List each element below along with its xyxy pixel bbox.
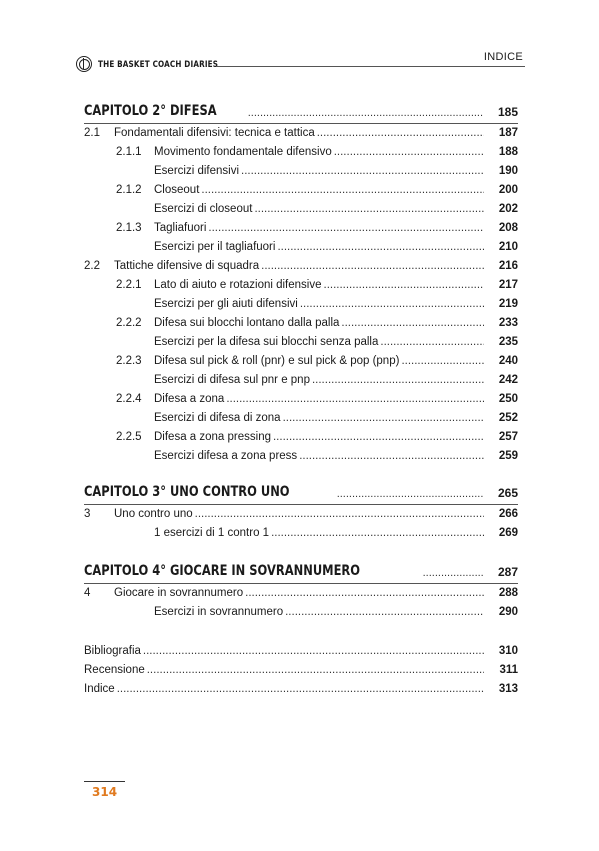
- page-ref: 259: [498, 450, 518, 462]
- page-ref: 242: [498, 374, 518, 386]
- page-ref: 265: [497, 486, 518, 500]
- dot-leader: [423, 563, 484, 579]
- entry-leader: [154, 241, 484, 253]
- entry-title: Esercizi di difesa sul pnr e pnp: [154, 374, 310, 386]
- page-ref: 200: [498, 184, 518, 196]
- dot-leader: [337, 484, 484, 500]
- basketball-logo-icon: [76, 56, 92, 72]
- dot-leader: [312, 374, 484, 386]
- entry-title: Esercizi per gli aiuti difensivi: [154, 298, 298, 310]
- entry-title: Tagliafuori: [154, 222, 207, 234]
- page-ref: 311: [499, 664, 518, 676]
- entry-title: Lato di aiuto e rotazioni difensive: [154, 279, 322, 291]
- toc-entry[interactable]: [84, 144, 518, 162]
- page-ref: 290: [498, 606, 518, 618]
- toc-entry[interactable]: [84, 604, 518, 622]
- page-ref: 190: [498, 165, 518, 177]
- entry-number: 2.1.1: [116, 146, 142, 158]
- entry-title: Esercizi difensivi: [154, 165, 239, 177]
- page-ref: 210: [498, 241, 518, 253]
- dot-leader: [317, 127, 484, 139]
- entry-leader: [154, 279, 484, 291]
- dot-leader: [273, 431, 484, 443]
- entry-number: 2.2.1: [116, 279, 142, 291]
- entry-number: 2.1.2: [116, 184, 142, 196]
- toc-entry[interactable]: [84, 391, 518, 409]
- page-ref: 202: [498, 203, 518, 215]
- chapter-rule: [84, 123, 518, 124]
- entry-number: 2.2.2: [116, 317, 142, 329]
- entry-title: 1 esercizi di 1 contro 1: [154, 527, 270, 539]
- entry-leader: [154, 146, 484, 158]
- entry-leader: [154, 606, 484, 618]
- back-matter-entry[interactable]: [84, 643, 518, 661]
- page-ref: 208: [498, 222, 518, 234]
- toc-entry[interactable]: [84, 220, 518, 238]
- entry-leader: [84, 683, 484, 695]
- toc-entry[interactable]: [84, 353, 518, 371]
- chapter-rule: [84, 583, 518, 584]
- page-ref: 257: [498, 431, 518, 443]
- entry-leader: [154, 393, 484, 405]
- dot-leader: [143, 645, 484, 657]
- page-ref: 287: [497, 565, 518, 579]
- toc-entry[interactable]: [84, 239, 518, 257]
- dot-leader: [334, 146, 484, 158]
- dot-leader: [299, 450, 484, 462]
- toc-entry[interactable]: [84, 410, 518, 428]
- page-header: [76, 50, 525, 74]
- dot-leader: [300, 298, 484, 310]
- brand-title: THE BASKET COACH DIARIES: [98, 60, 219, 70]
- entry-leader: [154, 298, 484, 310]
- chapter-title: CAPITOLO 4° GIOCARE IN SOVRANNUMERO: [84, 563, 361, 579]
- page-ref: 252: [498, 412, 518, 424]
- toc-entry[interactable]: [84, 258, 518, 276]
- page-ref: 288: [498, 587, 518, 599]
- entry-leader: [154, 336, 484, 348]
- dot-leader: [283, 412, 484, 424]
- page-ref: 313: [498, 683, 518, 695]
- toc-entry[interactable]: [84, 429, 518, 447]
- entry-leader: [84, 563, 484, 579]
- dot-leader: [271, 527, 484, 539]
- dot-leader: [380, 336, 484, 348]
- entry-title: Indice: [84, 683, 115, 695]
- entry-number: 2.2.5: [116, 431, 142, 443]
- entry-title: Recensione: [84, 664, 145, 676]
- back-matter-entry[interactable]: [84, 681, 518, 699]
- entry-leader: [154, 527, 484, 539]
- entry-title: Movimento fondamentale difensivo: [154, 146, 332, 158]
- entry-leader: [154, 203, 484, 215]
- entry-leader: [154, 317, 484, 329]
- entry-title: Esercizi in sovrannumero: [154, 606, 284, 618]
- entry-leader: [114, 127, 484, 139]
- dot-leader: [324, 279, 485, 291]
- dot-leader: [208, 222, 484, 234]
- chapter-title: CAPITOLO 3° UNO CONTRO UNO: [84, 484, 290, 500]
- entry-leader: [84, 484, 484, 500]
- dot-leader: [147, 664, 484, 676]
- entry-title: Esercizi per la difesa sui blocchi senza palla: [154, 336, 379, 348]
- page-ref: 266: [498, 508, 518, 520]
- dot-leader: [277, 241, 484, 253]
- entry-number: 3: [84, 508, 91, 520]
- entry-number: 4: [84, 587, 91, 599]
- entry-number: 2.1.3: [116, 222, 142, 234]
- toc-entry[interactable]: [84, 163, 518, 181]
- header-rule: [216, 66, 525, 67]
- entry-leader: [154, 355, 484, 367]
- entry-leader: [154, 412, 484, 424]
- chapter-title: CAPITOLO 2° DIFESA: [84, 103, 217, 119]
- toc-entry[interactable]: [84, 125, 518, 143]
- dot-leader: [401, 355, 484, 367]
- entry-leader: [84, 664, 484, 676]
- dot-leader: [226, 393, 484, 405]
- entry-title: Difesa sul pick & roll (pnr) e sul pick & pop (pnp): [154, 355, 400, 367]
- chapter-heading[interactable]: [84, 103, 518, 125]
- entry-leader: [84, 103, 484, 119]
- dot-leader: [248, 103, 484, 119]
- entry-title: Closeout: [154, 184, 200, 196]
- page-ref: 250: [498, 393, 518, 405]
- dot-leader: [195, 508, 484, 520]
- dot-leader: [285, 606, 484, 618]
- page-ref: 217: [498, 279, 518, 291]
- entry-title: Fondamentali difensivi: tecnica e tattica: [114, 127, 315, 139]
- entry-title: Esercizi di closeout: [154, 203, 253, 215]
- back-matter-entry[interactable]: [84, 662, 518, 680]
- entry-leader: [84, 645, 484, 657]
- toc-entry[interactable]: [84, 296, 518, 314]
- footer-rule: [84, 781, 125, 782]
- toc-entry[interactable]: [84, 315, 518, 333]
- dot-leader: [241, 165, 484, 177]
- page-ref: 185: [497, 105, 518, 119]
- entry-leader: [154, 184, 484, 196]
- page-ref: 219: [498, 298, 518, 310]
- entry-title: Esercizi difesa a zona press: [154, 450, 298, 462]
- page-number: 314: [92, 785, 118, 799]
- entry-title: Uno contro uno: [114, 508, 193, 520]
- dot-leader: [117, 683, 484, 695]
- toc-entry[interactable]: [84, 448, 518, 466]
- entry-title: Tattiche difensive di squadra: [114, 260, 260, 272]
- dot-leader: [245, 587, 484, 599]
- entry-title: Difesa a zona: [154, 393, 225, 405]
- entry-leader: [154, 450, 484, 462]
- page-ref: 235: [498, 336, 518, 348]
- page-ref: 269: [498, 527, 518, 539]
- page-ref: 310: [498, 645, 518, 657]
- chapter-heading[interactable]: [84, 563, 518, 585]
- dot-leader: [341, 317, 484, 329]
- page-ref: 240: [498, 355, 518, 367]
- toc-entry[interactable]: [84, 277, 518, 295]
- chapter-rule: [84, 504, 518, 505]
- page-ref: 187: [498, 127, 518, 139]
- entry-title: Esercizi di difesa di zona: [154, 412, 281, 424]
- toc-entry[interactable]: [84, 201, 518, 219]
- toc-entry[interactable]: [84, 372, 518, 390]
- page-ref: 188: [498, 146, 518, 158]
- toc-entry[interactable]: [84, 525, 518, 543]
- page-ref: 233: [498, 317, 518, 329]
- toc-entry[interactable]: [84, 585, 518, 603]
- entry-number: 2.1: [84, 127, 100, 139]
- dot-leader: [254, 203, 484, 215]
- entry-title: Giocare in sovrannumero: [114, 587, 244, 599]
- entry-title: Difesa a zona pressing: [154, 431, 271, 443]
- chapter-heading[interactable]: [84, 484, 518, 506]
- entry-number: 2.2: [84, 260, 100, 272]
- toc-entry[interactable]: [84, 334, 518, 352]
- entry-number: 2.2.4: [116, 393, 142, 405]
- toc-entry[interactable]: [84, 506, 518, 524]
- entry-leader: [114, 587, 484, 599]
- entry-leader: [114, 260, 484, 272]
- entry-leader: [154, 431, 484, 443]
- entry-number: 2.2.3: [116, 355, 142, 367]
- entry-leader: [114, 508, 484, 520]
- dot-leader: [201, 184, 484, 196]
- toc-entry[interactable]: [84, 182, 518, 200]
- entry-leader: [154, 165, 484, 177]
- dot-leader: [261, 260, 484, 272]
- page-ref: 216: [498, 260, 518, 272]
- entry-leader: [154, 374, 484, 386]
- entry-title: Esercizi per il tagliafuori: [154, 241, 276, 253]
- entry-title: Difesa sui blocchi lontano dalla palla: [154, 317, 340, 329]
- entry-title: Bibliografia: [84, 645, 141, 657]
- section-title: INDICE: [483, 51, 523, 63]
- entry-leader: [154, 222, 484, 234]
